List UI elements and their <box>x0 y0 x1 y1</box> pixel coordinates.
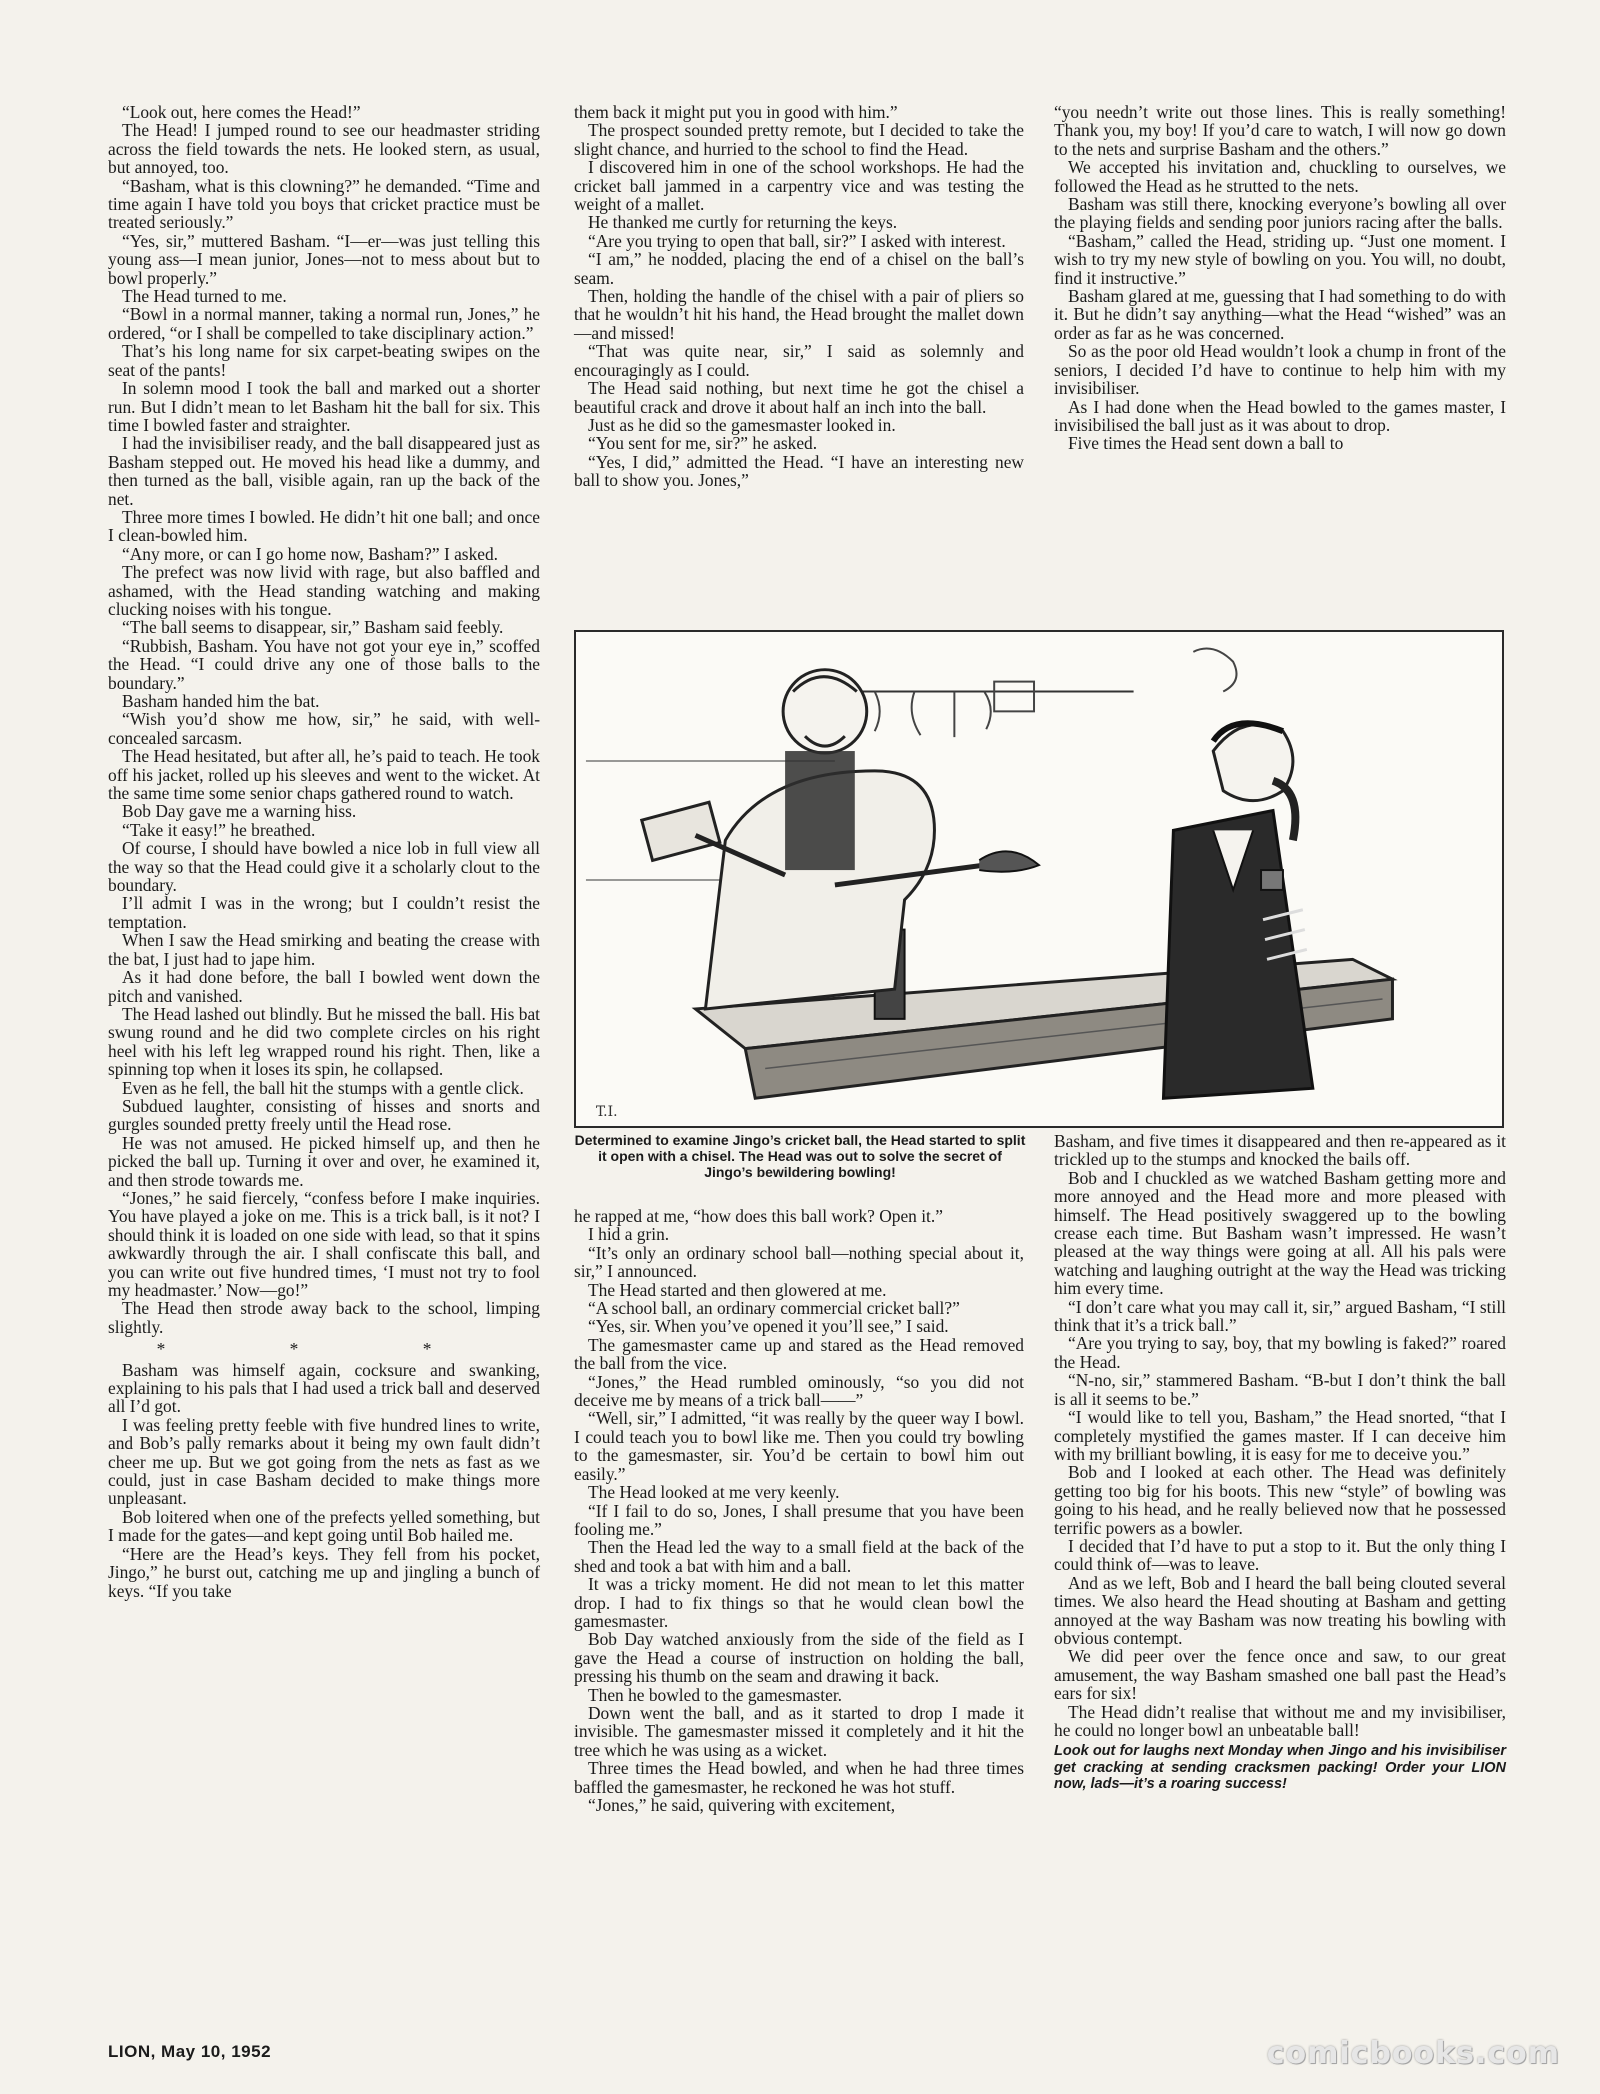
story-column-1 <box>108 103 540 1600</box>
story-paragraph: “Well, sir,” I admitted, “it was really by the queer way I bowl. I could teach you to bowl like me. Then you could try bowling to the gamesmaster, sir. You’d be certain to bowl him out easily.” <box>574 1408 1024 1484</box>
story-paragraph: Basham handed him the bat. <box>122 691 320 711</box>
story-paragraph: I had the invisibiliser ready, and the ball disappeared just as Basham stepped out. He moved his head like a dummy, and then turned as the ball, visible again, ran up the back of the net. <box>108 433 540 509</box>
story-paragraph: Then, holding the handle of the chisel with a pair of pliers so that he wouldn’t hit his hand, the Head brought the mallet down—and missed! <box>574 286 1024 343</box>
story-paragraph: Subdued laughter, consisting of hisses and snorts and gurgles sounded pretty freely until the Head rose. <box>108 1095 540 1135</box>
story-paragraph: “I don’t care what you may call it, sir,” argued Basham, “I still think that it’s a trick ball.” <box>1054 1296 1506 1336</box>
story-column-3-continued <box>1054 1132 1506 1793</box>
story-column-2 <box>574 103 1024 490</box>
story-column-3 <box>1054 103 1506 453</box>
col3-paragraphs <box>1054 103 1506 453</box>
illustration-caption: Determined to examine Jingo’s cricket ball, the Head started to split it open with a chisel. The Head was out to solve the secret of Jingo’s bewildering bowling! <box>574 1132 1026 1180</box>
story-paragraph: “you needn’t write out those lines. This is really something! Thank you, my boy! If you’d care to watch, I will now go down to the nets and surprise Basham and the others.” <box>1054 102 1506 159</box>
story-paragraph: “You sent for me, sir?” he asked. <box>588 433 818 454</box>
story-paragraph: “Basham,” called the Head, striding up. “Just one moment. I wish to try my new style of bowling on you. You will, no doubt, find it instructive.” <box>1054 230 1506 288</box>
story-paragraph: The Head hesitated, but after all, he’s paid to teach. He took off his jacket, rolled up his sleeves and went to the wicket. At the same time some senior chaps gathered round to watch. <box>108 746 540 804</box>
story-paragraph: “Bowl in a normal manner, taking a normal run, Jones,” he ordered, “or I shall be compelled to take disciplinary action.” <box>108 304 540 343</box>
story-paragraph: The prefect was now livid with rage, but also baffled and ashamed, with the Head standing watching and making clucking noises with his tongue. <box>108 562 540 619</box>
story-paragraph: As it had done before, the ball I bowled went down the pitch and vanished. <box>108 967 540 1006</box>
story-paragraph: The Head started and then glowered at me. <box>588 1279 887 1300</box>
story-paragraph: I discovered him in one of the school workshops. He had the cricket ball jammed in a carpentry vice and was testing the weight of a mallet. <box>574 157 1024 215</box>
story-paragraph: The gamesmaster came up and stared as the Head removed the ball from the vice. <box>574 1334 1024 1374</box>
story-paragraph: The Head! I jumped round to see our headmaster striding across the field towards the nets. He looked stern, as usual, but annoyed, too. <box>108 120 540 178</box>
col2b-paragraphs <box>574 1207 1024 1814</box>
story-column-2-continued <box>574 1207 1024 1814</box>
story-paragraph: I hid a grin. <box>588 1224 670 1245</box>
story-paragraph: Just as he did so the gamesmaster looked in. <box>588 414 896 435</box>
section-break: * * * <box>156 1339 492 1360</box>
story-paragraph: Basham glared at me, guessing that I had something to do with it. But he didn’t say anything—what the Head “wished” was an order as far as he was concerned. <box>1054 286 1506 343</box>
story-paragraph: Then the Head led the way to a small field at the back of the shed and took a bat with him and a ball. <box>574 1537 1024 1576</box>
story-paragraph: “Rubbish, Basham. You have not got your eye in,” scoffed the Head. “I could drive any one of those balls to the boundary.” <box>108 635 540 693</box>
story-paragraph: “Any more, or can I go home now, Basham?” I asked. <box>122 543 499 564</box>
story-paragraph: We accepted his invitation and, chuckling to ourselves, we followed the Head as he strutted to the nets. <box>1054 157 1506 196</box>
story-paragraph: “Look out, here comes the Head!” <box>122 102 361 122</box>
story-paragraph: Basham was himself again, cocksure and swanking, explaining to his pals that I had used a trick ball and deserved all I’d got. <box>108 1359 540 1417</box>
story-paragraph: “I would like to tell you, Basham,” the Head snorted, “that I completely mystified the games master. If I can deceive him with my brilliant bowling, it is easy for me to deceive you.” <box>1054 1407 1506 1464</box>
story-paragraph: That’s his long name for six carpet-beating swipes on the seat of the pants! <box>108 341 540 380</box>
col1-paragraphs <box>108 103 540 1336</box>
story-paragraph: “It’s only an ordinary school ball—nothing special about it, sir,” I announced. <box>574 1242 1024 1282</box>
story-paragraph: Bob loitered when one of the prefects yelled something, but I made for the gates—and kept going until Bob hailed me. <box>108 1506 540 1546</box>
story-paragraph: “Yes, sir. When you’ve opened it you’ll see,” I said. <box>588 1316 949 1337</box>
story-paragraph: Three times the Head bowled, and when he had three times baffled the gamesmaster, he reckoned he was hot stuff. <box>574 1758 1024 1797</box>
story-paragraph: The prospect sounded pretty remote, but I decided to take the slight chance, and hurried to the school to find the Head. <box>574 120 1024 159</box>
story-paragraph: It was a tricky moment. He did not mean to let this matter drop. I had to fix things so that he would clean bowl the gamesmaster. <box>574 1574 1024 1631</box>
story-paragraph: In solemn mood I took the ball and marked out a shorter run. But I didn’t mean to let Basham hit the ball for six. This time I bowled faster and straighter. <box>108 378 540 435</box>
story-paragraph: “I am,” he nodded, placing the end of a chisel on the ball’s seam. <box>574 249 1024 288</box>
story-paragraph: The Head looked at me very keenly. <box>588 1482 840 1503</box>
story-paragraph: “A school ball, an ordinary commercial cricket ball?” <box>588 1298 960 1319</box>
story-paragraph: He was not amused. He picked himself up, and then he picked the ball up. Turning it over and over, he examined it, and then strode towards me. <box>108 1132 540 1190</box>
story-paragraph: Bob Day gave me a warning hiss. <box>122 801 357 822</box>
story-paragraph: The Head didn’t realise that without me and my invisibiliser, he could no longer bowl an unbeatable ball! <box>1054 1701 1506 1740</box>
story-paragraph: “Yes, I did,” admitted the Head. “I have an interesting new ball to show you. Jones,” <box>574 451 1024 491</box>
story-paragraph: “The ball seems to disappear, sir,” Basham said feebly. <box>122 617 504 638</box>
story-paragraph: “If I fail to do so, Jones, I shall presume that you have been fooling me.” <box>574 1500 1024 1539</box>
story-paragraph: “Are you trying to say, boy, that my bowling is faked?” roared the Head. <box>1054 1333 1506 1372</box>
story-paragraph: “That was quite near, sir,” I said as solemnly and encouragingly as I could. <box>574 341 1024 380</box>
story-paragraph: “Jones,” the Head rumbled ominously, “so you did not deceive me by means of a trick ball——” <box>574 1371 1024 1411</box>
story-paragraph: Of course, I should have bowled a nice lob in full view all the way so that the Head could give it a scholarly clout to the boundary. <box>108 838 540 896</box>
story-paragraph: Bob and I looked at each other. The Head was definitely getting too big for his boots. This new “style” of bowling was going to his head, and he really believed now that he possessed terrific powers as a bowler. <box>1054 1462 1506 1538</box>
story-paragraph: he rapped at me, “how does this ball work? Open it.” <box>574 1206 943 1226</box>
issue-folio: LION, May 10, 1952 <box>108 2042 272 2061</box>
story-paragraph: I’ll admit I was in the wrong; but I couldn’t resist the temptation. <box>108 893 540 932</box>
story-paragraph: We did peer over the fence once and saw, to our great amusement, the way Basham smashed one ball past the Head’s ears for six! <box>1054 1646 1506 1704</box>
story-paragraph: I was feeling pretty feeble with five hundred lines to write, and Bob’s pally remarks about it being my own fault didn’t cheer me up. But we got going from the nets as fast as we could, just in case Basham decided to make things more unpleasant. <box>108 1414 540 1509</box>
story-paragraph: “Yes, sir,” muttered Basham. “I—er—was just telling this young ass—I mean junior, Jones—not to mess about but to bowl properly.” <box>108 230 540 288</box>
story-paragraph: He thanked me curtly for returning the keys. <box>588 212 898 233</box>
story-paragraph: Bob Day watched anxiously from the side of the field as I gave the Head a course of instruction on holding the ball, pressing his thumb on the seam and drawing it back. <box>574 1629 1024 1687</box>
story-paragraph: When I saw the Head smirking and beating the crease with the bat, I just had to jape him. <box>108 930 540 969</box>
col2-paragraphs <box>574 103 1024 490</box>
story-paragraph: “Jones,” he said fiercely, “confess before I make inquiries. You have played a joke on me. This is a trick ball, is it not? I should think it is loaded on one side with lead, so that it spins awkwardly through the air. I shall confiscate this ball, and you can write out five hundred times, ‘I must not try to fool my headmaster.’ Now—go!” <box>108 1187 540 1300</box>
story-paragraph: “Jones,” he said, quivering with excitement, <box>588 1795 896 1815</box>
svg-text:T.I.: T.I. <box>595 1104 618 1121</box>
story-paragraph: “Here are the Head’s keys. They fell from his pocket, Jingo,” he burst out, catching me up and jingling a bunch of keys. “If you take <box>108 1543 540 1601</box>
next-week-teaser: Look out for laughs next Monday when Jingo and his invisibiliser get cracking at sending cracksmen packing! Order your LION now, lads—it’s a roaring success! <box>1054 1743 1506 1793</box>
story-paragraph: As I had done when the Head bowled to the games master, I invisibilised the ball just as it was about to drop. <box>1054 396 1506 435</box>
story-paragraph: I decided that I’d have to put a stop to it. But the only thing I could think of—was to leave. <box>1054 1535 1506 1575</box>
story-illustration <box>574 630 1504 1128</box>
site-watermark: comicbooks.com <box>1266 2036 1560 2071</box>
story-paragraph: Then he bowled to the gamesmaster. <box>588 1684 843 1705</box>
story-paragraph: And as we left, Bob and I heard the ball being clouted several times. We also heard the Head shouting at Basham and getting annoyed at the way Basham was now treating his bowling with obvious contempt. <box>1054 1572 1506 1648</box>
story-paragraph: them back it might put you in good with him.” <box>574 102 898 122</box>
story-paragraph: Basham was still there, knocking everyone’s bowling all over the playing fields and sending poor juniors racing after the balls. <box>1054 194 1506 233</box>
story-paragraph: Even as he fell, the ball hit the stumps with a gentle click. <box>122 1077 524 1098</box>
story-paragraph: The Head said nothing, but next time he got the chisel a beautiful crack and drove it about half an inch into the ball. <box>574 378 1024 417</box>
story-paragraph: Bob and I chuckled as we watched Basham getting more and more annoyed and the Head more and more pleased with himself. The Head positively swaggered up to the bowling crease each time. But Basham wasn’t impressed. He wasn’t pleased at the way things were going at all. All his pals were watching and laughing outright at the way the Head was tricking him every time. <box>1054 1167 1506 1299</box>
story-paragraph: Basham, and five times it disappeared and then re-appeared as it trickled up to the stumps and knocked the bails off. <box>1054 1131 1506 1170</box>
story-paragraph: “Basham, what is this clowning?” he demanded. “Time and time again I have told you boys that cricket practice must be treated seriously.” <box>108 175 540 233</box>
story-paragraph: “Are you trying to open that ball, sir?” I asked with interest. <box>588 230 1006 251</box>
col1-paragraphs-continued <box>108 1361 540 1600</box>
story-paragraph: “N-no, sir,” stammered Basham. “B-but I don’t think the ball is all it seems to be.” <box>1054 1370 1506 1409</box>
story-paragraph: Down went the ball, and as it started to drop I made it invisible. The gamesmaster missed it completely and it hit the tree which he was using as a wicket. <box>574 1702 1024 1760</box>
story-paragraph: Five times the Head sent down a ball to <box>1068 433 1344 454</box>
workshop-drawing <box>576 632 1502 1126</box>
story-paragraph: The Head then strode away back to the school, limping slightly. <box>108 1298 540 1337</box>
story-paragraph: So as the poor old Head wouldn’t look a chump in front of the seniors, I decided I’d have to continue to help him with my invisibiliser. <box>1054 341 1506 399</box>
col3b-paragraphs <box>1054 1132 1506 1739</box>
story-paragraph: Three more times I bowled. He didn’t hit one ball; and once I clean-bowled him. <box>108 506 540 546</box>
story-paragraph: The Head lashed out blindly. But he missed the ball. His bat swung round and he did two complete circles on his right heel with his left leg wrapped round his right. Then, like a spinning top when it loses its spin, he collapsed. <box>108 1003 540 1080</box>
story-paragraph: “Take it easy!” he breathed. <box>122 819 316 840</box>
story-paragraph: The Head turned to me. <box>122 286 287 307</box>
story-paragraph: “Wish you’d show me how, sir,” he said, with well-concealed sarcasm. <box>108 709 540 748</box>
